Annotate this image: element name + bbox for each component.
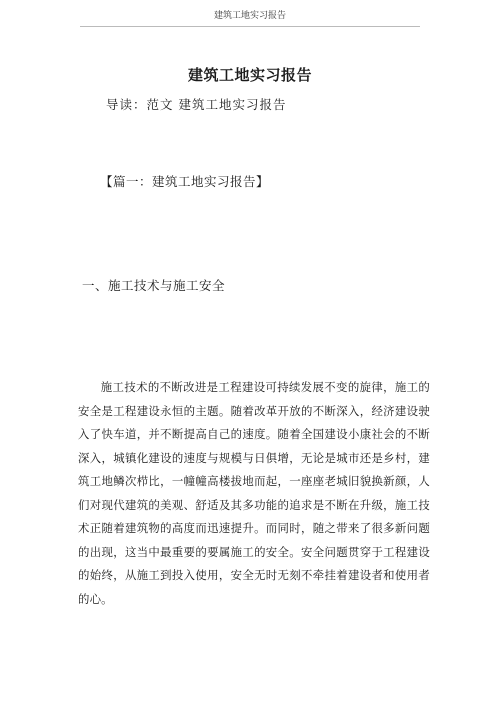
guide-line: 导读：范文 建筑工地实习报告 bbox=[106, 97, 287, 112]
section-heading: 【篇一：建筑工地实习报告】 bbox=[100, 174, 270, 189]
subsection-heading: 一、施工技术与施工安全 bbox=[82, 278, 226, 293]
running-header: 建筑工地实习报告 bbox=[213, 11, 286, 21]
header-divider bbox=[80, 26, 420, 27]
document-title: 建筑工地实习报告 bbox=[187, 66, 312, 84]
body-paragraph: 施工技术的不断改进是工程建设可持续发展不变的旋律，施工的安全是工程建设永恒的主题。随着改革开放的不断深入，经济建设驶入了快车道，并不断提高自己的速度。随着全国建设小康社会的不断深入，城镇化建设的速度与规模与日俱增，无论是城市还是乡村，建筑工地鳞次栉比，一幢幢高楼拔地而起，一座座老城旧貌换新颜，人们对现代建筑的美观、舒适及其多功能的追求是不断在升级，施工技术正随着建筑物的高度而迅速提升。而同时，随之带来了很多新问题的出现，这当中最重要的要属施工的安全。安全问题贯穿于工程建设的始终，从施工到投入使用，安全无时无刻不牵挂着建设者和使用者的心。 bbox=[78, 380, 430, 606]
